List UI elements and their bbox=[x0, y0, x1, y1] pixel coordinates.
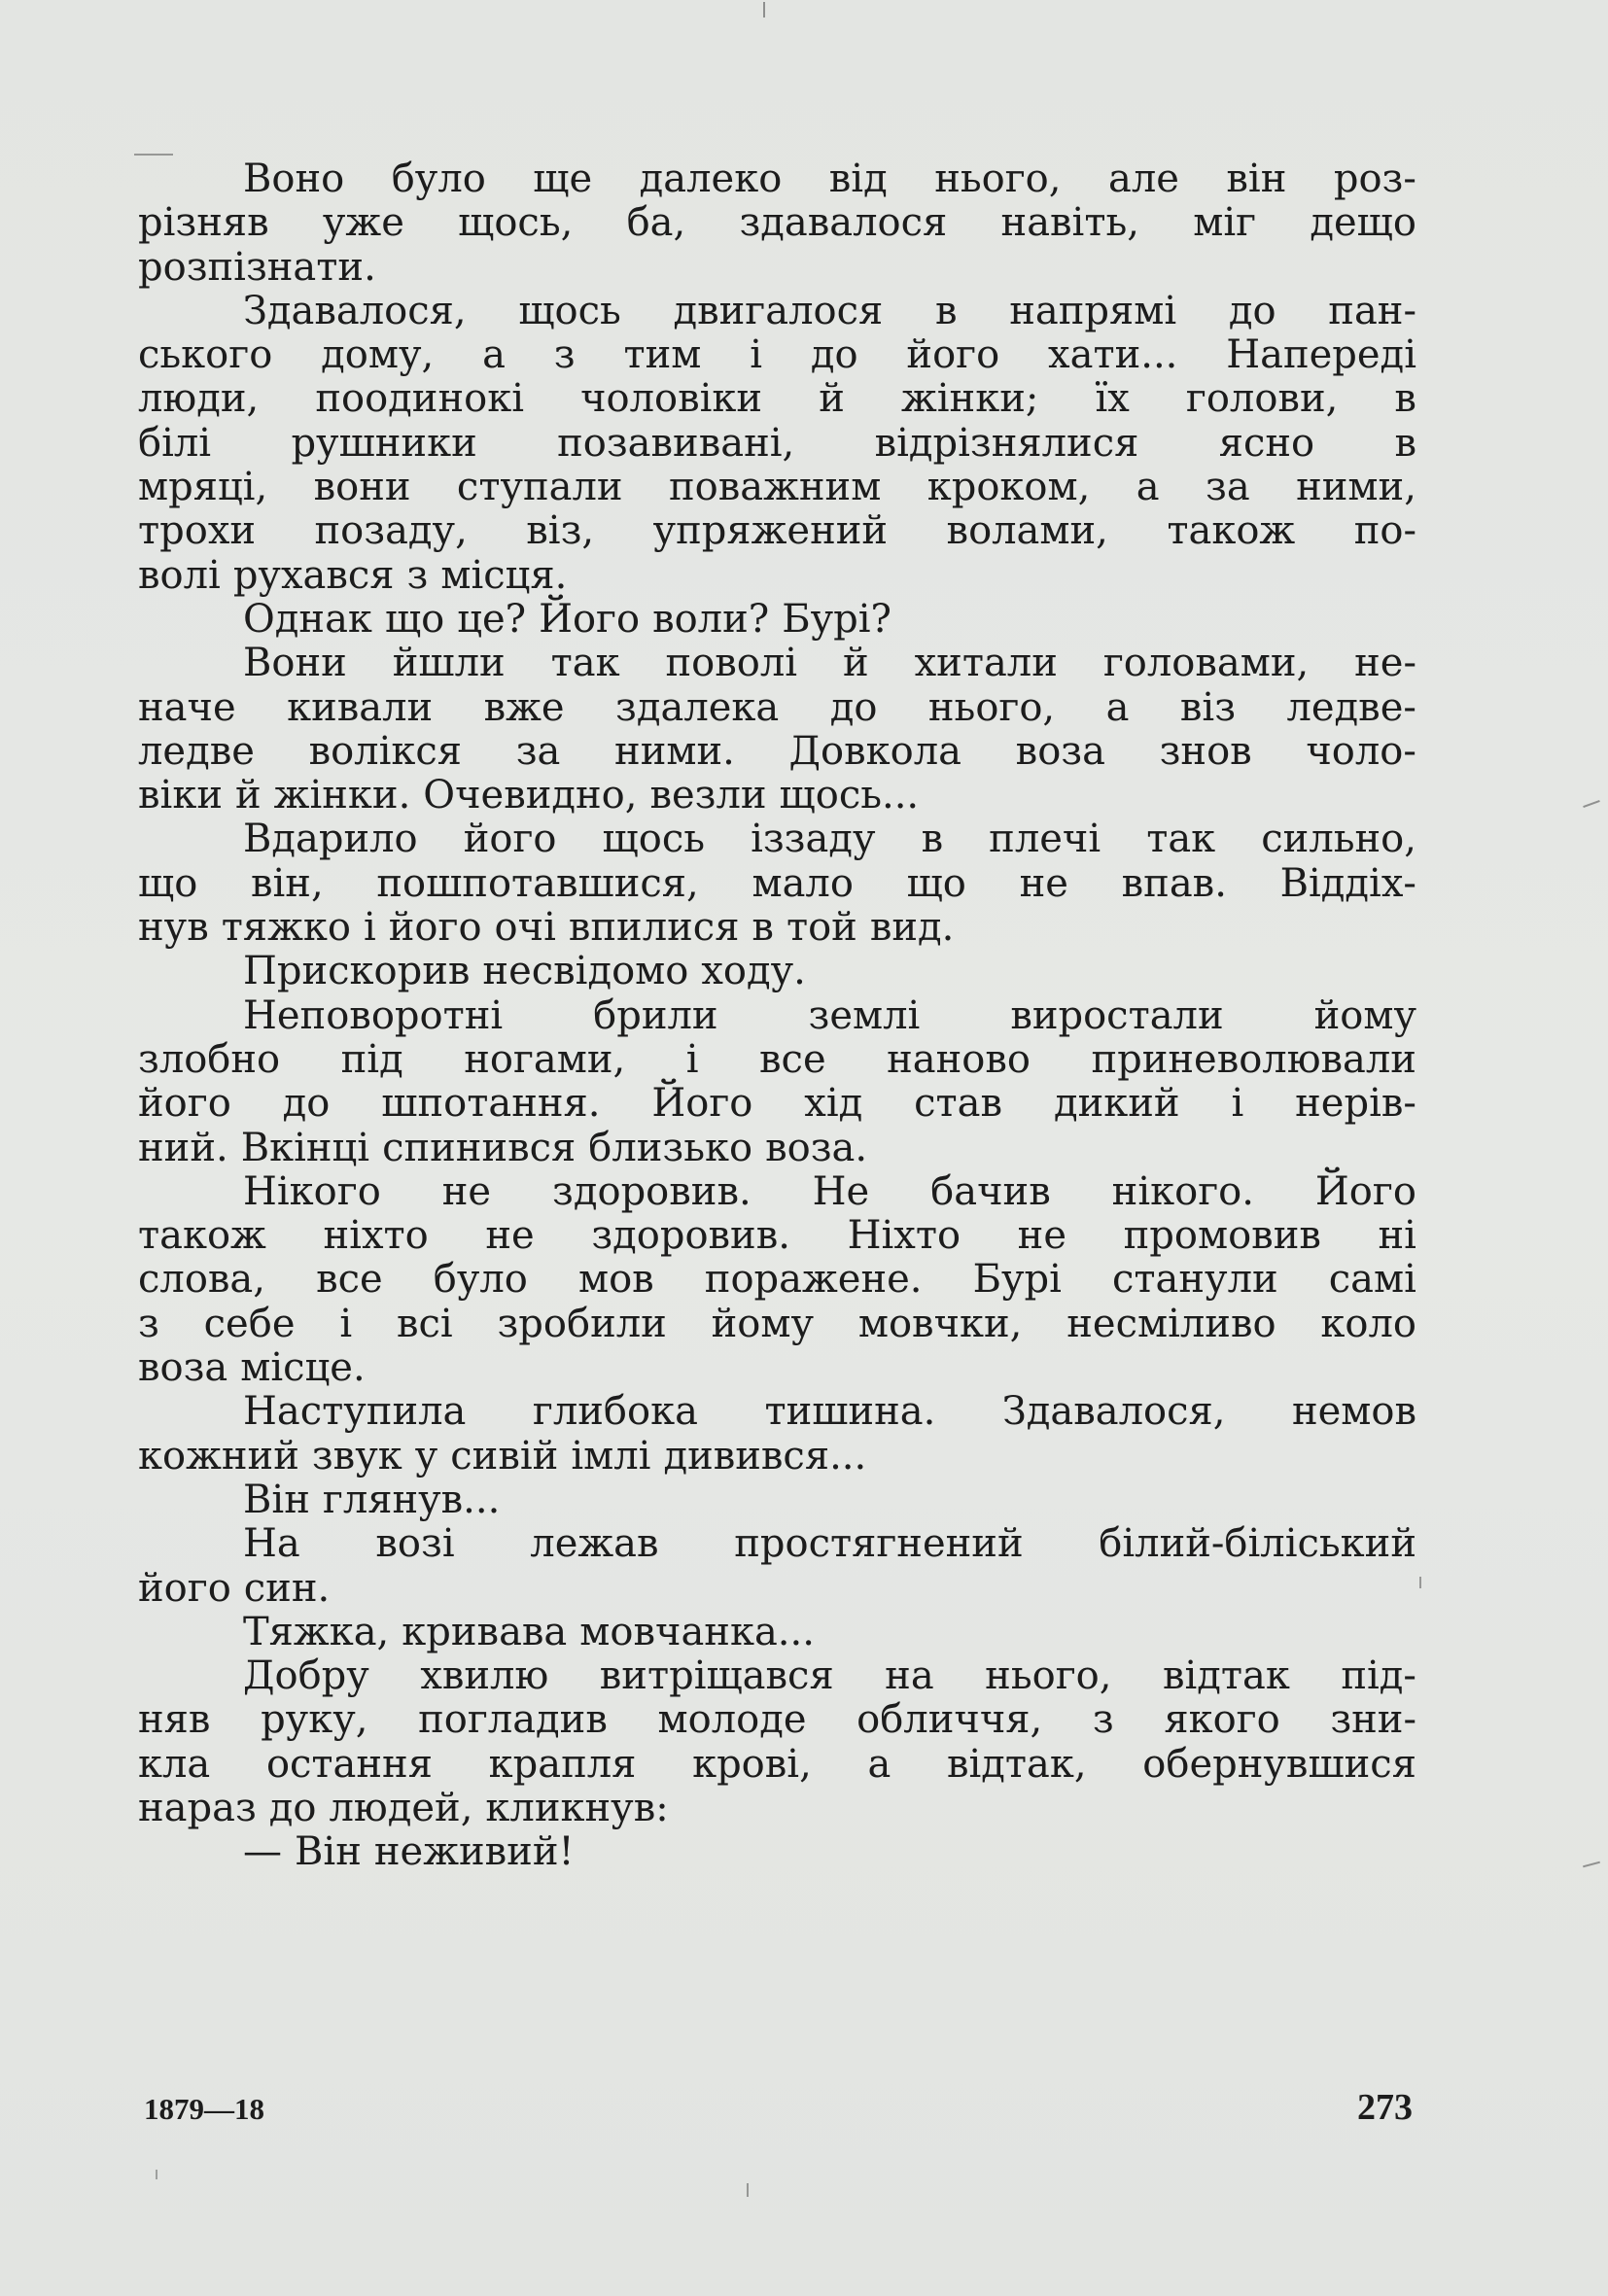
scan-mark bbox=[134, 154, 173, 156]
text-line: Нікого не здоровив. Не бачив нікого. Його bbox=[243, 1168, 1416, 1214]
text-line: Тяжка, кривава мовчанка... bbox=[243, 1609, 815, 1654]
scan-mark bbox=[763, 2, 765, 17]
text-line: Вони йшли так поволі й хитали головами, не- bbox=[243, 641, 1416, 686]
text-line: також ніхто не здоровив. Ніхто не промовив ні bbox=[138, 1213, 1416, 1259]
body-text bbox=[138, 157, 1416, 1875]
text-line: кла остання крапля крові, а відтак, обернувшися bbox=[138, 1741, 1416, 1787]
text-line: Вдарило його щось іззаду в плечі так сильно, bbox=[243, 817, 1416, 862]
page-number: 273 bbox=[1357, 2087, 1413, 2128]
text-line: На возі лежав простягнений білий-біліський bbox=[243, 1521, 1416, 1567]
text-line: трохи позаду, віз, упряжений волами, також по- bbox=[138, 508, 1416, 554]
text-line: віки й жінки. Очевидно, везли щось... bbox=[138, 773, 920, 818]
text-line: кожний звук у сивій імлі дивився... bbox=[138, 1433, 867, 1478]
text-line: що він, пошпотавшися, мало що не впав. Віддіх- bbox=[138, 860, 1416, 906]
scan-mark bbox=[747, 2183, 749, 2197]
scan-mark bbox=[1583, 1861, 1600, 1868]
text-line: воза місце. bbox=[138, 1345, 366, 1391]
text-line: Неповоротні брили землі виростали йому bbox=[243, 992, 1416, 1038]
text-line: білі рушники позавивані, відрізнялися ясно в bbox=[138, 420, 1416, 466]
text-line: нув тяжко і його очі впилися в той вид. bbox=[138, 905, 955, 951]
text-line: злобно під ногами, і все наново приневолювали bbox=[138, 1036, 1416, 1082]
text-line: люди, поодинокі чоловіки й жінки; їх голови, в bbox=[138, 376, 1416, 422]
text-line: Воно було ще далеко від нього, але він роз- bbox=[243, 157, 1416, 201]
text-line: різняв уже щось, ба, здавалося навіть, міг дещо bbox=[138, 200, 1416, 246]
scan-mark bbox=[1583, 800, 1600, 808]
text-line: розпізнати. bbox=[138, 244, 376, 290]
text-line: нараз до людей, кликнув: bbox=[138, 1785, 669, 1830]
text-line: Здавалося, щось двигалося в напрямі до пан- bbox=[243, 288, 1416, 333]
text-line: наче кивали вже здалека до нього, а віз ледве- bbox=[138, 684, 1416, 730]
scan-mark bbox=[1419, 1577, 1421, 1588]
text-line: з себе і всі зробили йому мовчки, несміливо коло bbox=[138, 1301, 1416, 1346]
text-line: ний. Вкінці спинився близько воза. bbox=[138, 1125, 868, 1170]
printer-signature: 1879—18 bbox=[144, 2092, 264, 2126]
text-line: Прискорив несвідомо ходу. bbox=[243, 949, 806, 994]
text-line: Однак що це? Його воли? Бурі? bbox=[243, 596, 891, 642]
text-line: Він глянув... bbox=[243, 1477, 501, 1522]
text-line: няв руку, погладив молоде обличчя, з якого зни- bbox=[138, 1697, 1416, 1743]
text-line: ледве волікся за ними. Довкола воза знов чоло- bbox=[138, 728, 1416, 774]
text-line: ського дому, а з тим і до його хати... Напереді bbox=[138, 332, 1416, 378]
text-line: Добру хвилю витріщався на нього, відтак під- bbox=[243, 1653, 1416, 1699]
text-line: його до шпотання. Його хід став дикий і нерів- bbox=[138, 1081, 1416, 1127]
text-line: мряці, вони ступали поважним кроком, а за ними, bbox=[138, 465, 1416, 510]
text-line: — Він неживий! bbox=[243, 1829, 575, 1875]
text-line: слова, все було мов поражене. Бурі станули самі bbox=[138, 1257, 1416, 1303]
text-line: його син. bbox=[138, 1565, 331, 1611]
scan-mark bbox=[156, 2170, 157, 2179]
text-line: Наступила глибока тишина. Здавалося, немов bbox=[243, 1389, 1416, 1435]
text-line: волі рухався з місця. bbox=[138, 552, 568, 598]
